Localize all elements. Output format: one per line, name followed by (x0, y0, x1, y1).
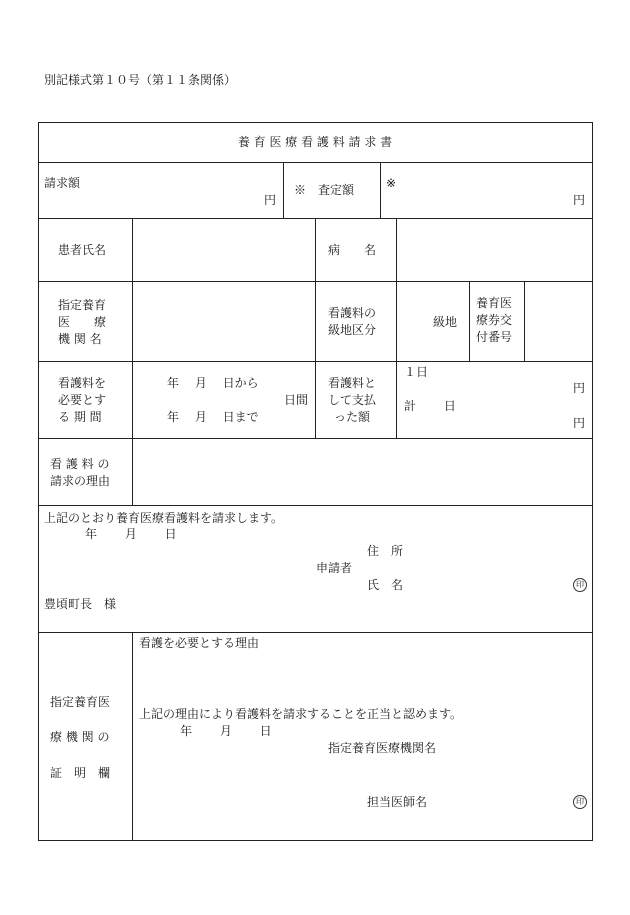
declaration-date: 年 月 日 (85, 527, 177, 541)
ticket-label-line: 療券交 (476, 313, 513, 327)
institution-name-label: 指定養育医療機関名 (328, 741, 437, 755)
certification-statement: 上記の理由により看護料を請求することを正当と認めます。 (139, 707, 463, 721)
cell-divider (283, 162, 284, 218)
declaration-statement: 上記のとおり養育医療看護料を請求します。 (44, 511, 284, 525)
period-label-line: 必要とす (58, 393, 107, 407)
claim-amount-field[interactable] (100, 164, 260, 214)
paid-label-line: った額 (334, 410, 371, 424)
applicant-name-label: 氏 名 (367, 578, 404, 592)
cell-divider (469, 281, 470, 361)
certification-date: 年 月 日 (180, 724, 272, 738)
period-days-unit: 日間 (284, 393, 309, 407)
applicant-label: 申請者 (316, 561, 353, 575)
grade-field[interactable] (398, 283, 430, 359)
period-to-date: 年 月 日まで (167, 410, 259, 424)
claim-yen-unit: 円 (264, 193, 277, 207)
addressee: 豊頃町長 様 (44, 597, 117, 611)
table-border-top (38, 122, 592, 123)
period-from-date: 年 月 日から (167, 376, 259, 390)
assessment-mark: ※ (386, 176, 397, 190)
certification-label-line: 療 機 関 の (50, 730, 110, 744)
total-days-label: 計 日 (404, 399, 456, 413)
per-day-label: １日 (404, 365, 429, 379)
ticket-number-field[interactable] (526, 283, 590, 359)
disease-label: 病 名 (328, 243, 377, 257)
disease-field[interactable] (398, 220, 590, 280)
table-border-right (592, 122, 593, 841)
institution-label-line: 指定養育 (58, 298, 107, 312)
reason-label-line: 請求の理由 (50, 474, 111, 488)
cell-divider (524, 281, 525, 361)
applicant-seal-mark: 印 (573, 578, 587, 592)
table-border-left (38, 122, 39, 841)
per-day-yen-unit: 円 (573, 381, 586, 395)
grade-label-line: 級地区分 (328, 323, 377, 337)
patient-name-label: 患者氏名 (58, 243, 107, 257)
paid-label-line: 看護料と (328, 376, 377, 390)
patient-name-field[interactable] (134, 220, 314, 280)
reason-field[interactable] (134, 440, 590, 504)
row-divider (38, 632, 592, 633)
doctor-name-label: 担当医師名 (367, 795, 428, 809)
assessment-yen-unit: 円 (573, 193, 586, 207)
cell-divider (132, 218, 133, 505)
grade-label-line: 看護料の (328, 306, 377, 320)
institution-label-line: 機 関 名 (58, 332, 102, 346)
grade-unit: 級地 (433, 315, 458, 329)
form-title: 養 育 医 療 看 護 料 請 求 書 (237, 135, 393, 149)
cell-divider (315, 218, 316, 438)
paid-label-line: して支払 (328, 393, 377, 407)
period-label-line: 看護料を (58, 376, 107, 390)
row-divider (38, 162, 592, 163)
ticket-label-line: 養育医 (476, 296, 513, 310)
claim-amount-label: 請求額 (44, 176, 81, 190)
form-number-label: 別記様式第１０号（第１１条関係） (44, 73, 237, 87)
row-divider (38, 438, 592, 439)
cell-divider (380, 162, 381, 218)
reason-label-line: 看 護 料 の (50, 457, 110, 471)
total-yen-unit: 円 (573, 416, 586, 430)
care-reason-field[interactable] (136, 652, 588, 700)
address-label: 住 所 (367, 544, 404, 558)
row-divider (38, 505, 592, 506)
care-reason-heading: 看護を必要とする理由 (139, 636, 260, 650)
institution-name-field[interactable] (134, 283, 314, 359)
cell-divider (132, 632, 133, 840)
assessment-amount-field[interactable] (400, 164, 565, 214)
certification-label-line: 指定養育医 (50, 695, 111, 709)
doctor-seal-mark: 印 (573, 795, 587, 809)
certification-label-line: 証 明 欄 (50, 766, 111, 780)
institution-label-line: 医 療 (58, 315, 107, 329)
table-border-bottom (38, 840, 592, 841)
ticket-label-line: 付番号 (476, 330, 513, 344)
cell-divider (396, 218, 397, 438)
period-label-line: る 期 間 (58, 410, 102, 424)
assessment-label: ※ 査定額 (294, 183, 355, 197)
